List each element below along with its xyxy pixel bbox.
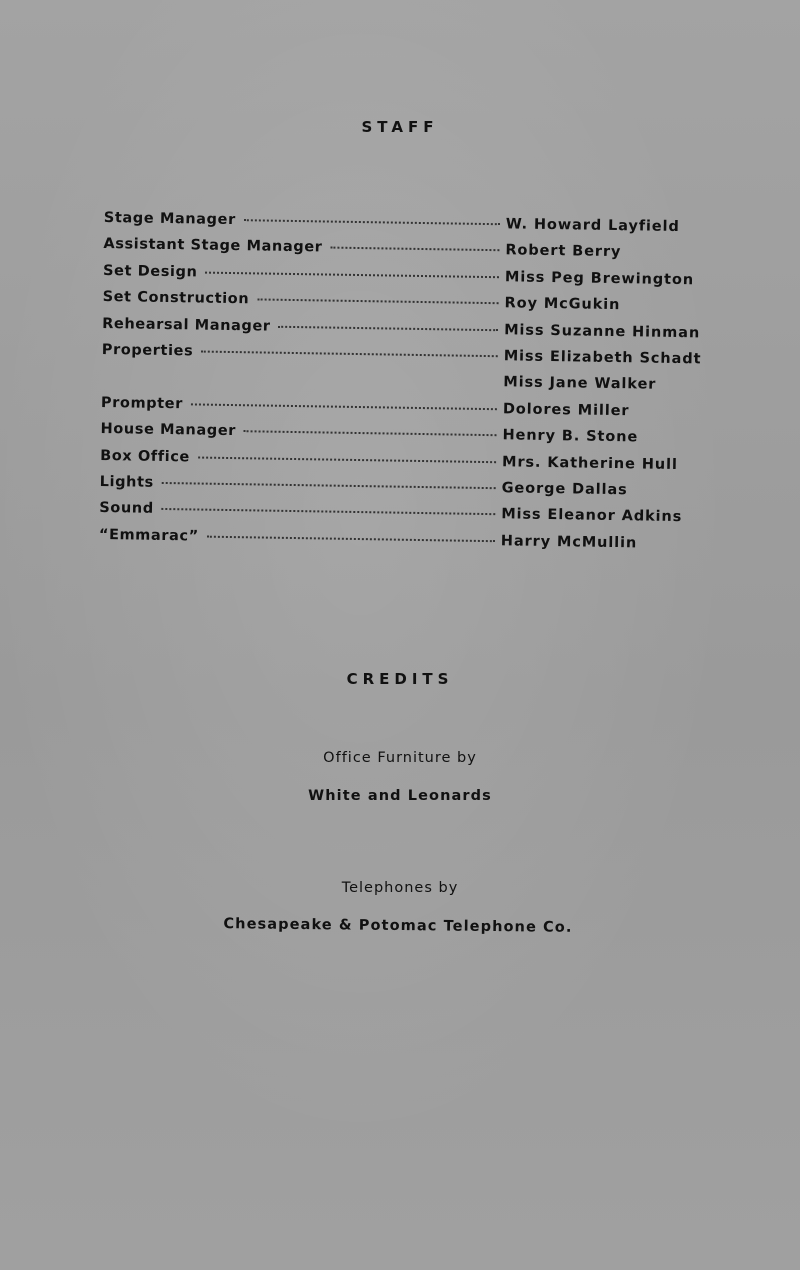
staff-person: Miss Peg Brewington <box>504 269 695 289</box>
staff-role: Sound <box>99 500 154 518</box>
staff-person: Miss Elizabeth Schadt <box>503 348 702 368</box>
dot-leader <box>198 456 496 463</box>
staff-person: Henry B. Stone <box>502 427 639 446</box>
credit-name: White and Leonards <box>308 788 492 804</box>
row-spacer <box>101 380 503 386</box>
dot-leader <box>257 299 498 305</box>
staff-person: Harry McMullin <box>500 532 638 552</box>
staff-person: Miss Eleanor Adkins <box>501 506 683 526</box>
staff-person: Miss Jane Walker <box>503 374 657 394</box>
staff-role: “Emmarac” <box>98 526 199 545</box>
staff-person: Dolores Miller <box>502 401 630 420</box>
credit-label: Telephones by <box>341 880 459 896</box>
staff-person: George Dallas <box>501 480 628 499</box>
staff-list <box>99 210 724 563</box>
staff-role: Box Office <box>100 447 191 465</box>
dot-leader <box>205 271 499 278</box>
staff-person: Robert Berry <box>505 242 622 261</box>
staff-role: Set Design <box>102 262 198 281</box>
staff-person: Mrs. Katherine Hull <box>501 453 678 473</box>
dot-leader <box>162 508 496 515</box>
staff-role: Rehearsal Manager <box>102 315 271 335</box>
dot-leader <box>279 325 499 330</box>
staff-role: Properties <box>101 341 194 360</box>
staff-heading: STAFF <box>361 118 439 136</box>
dot-leader <box>207 535 495 542</box>
dot-leader <box>201 350 498 357</box>
dot-leader <box>330 247 499 252</box>
staff-person: Roy McGukin <box>504 295 621 314</box>
staff-role: Lights <box>99 473 154 491</box>
dot-leader <box>244 430 497 436</box>
credits-heading: CREDITS <box>346 670 454 688</box>
staff-role: Set Construction <box>102 289 250 308</box>
dot-leader <box>162 482 496 489</box>
staff-role: Stage Manager <box>103 210 236 229</box>
credit-label: Office Furniture by <box>323 750 477 766</box>
staff-person: W. Howard Layfield <box>505 216 680 236</box>
staff-role: House Manager <box>100 421 237 440</box>
dot-leader <box>191 403 497 410</box>
staff-person: Miss Suzanne Hinman <box>504 321 701 341</box>
staff-role: Prompter <box>100 394 184 412</box>
staff-role: Assistant Stage Manager <box>103 236 323 256</box>
dot-leader <box>244 219 500 225</box>
credit-name: Chesapeake & Potomac Telephone Co. <box>223 916 573 936</box>
